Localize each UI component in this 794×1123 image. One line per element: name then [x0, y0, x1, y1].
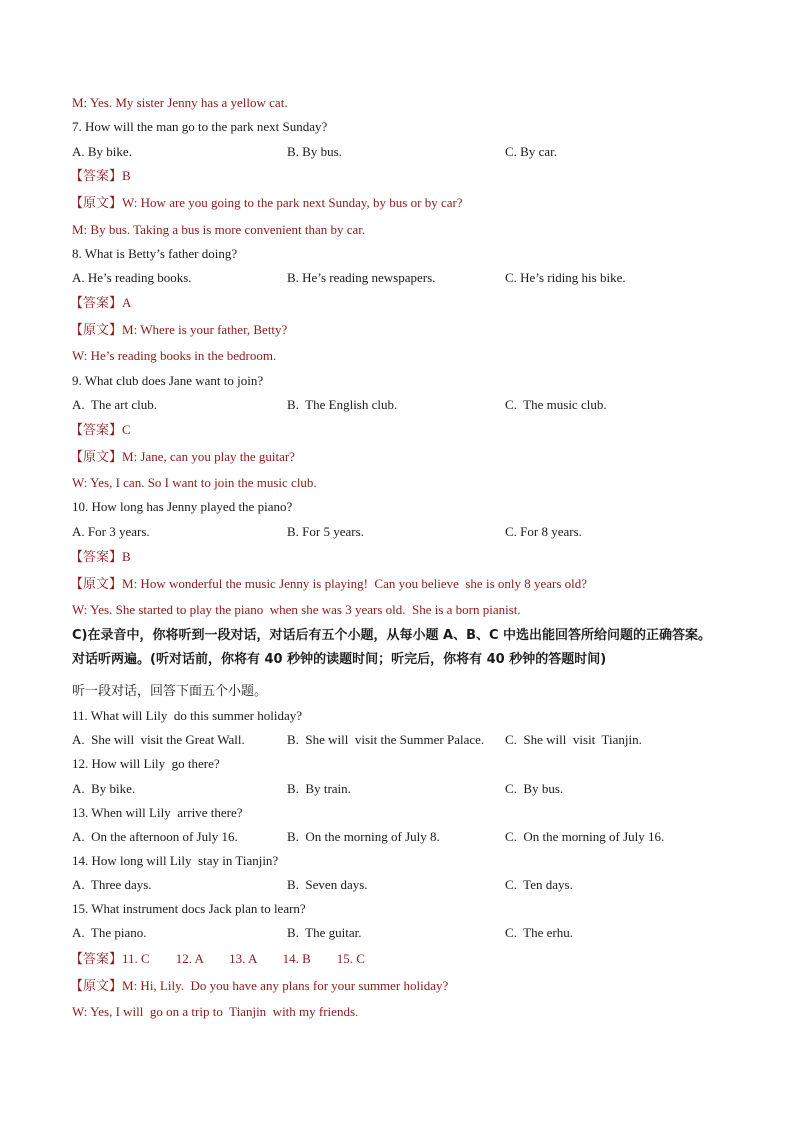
- transcript-text: M: Jane, can you play the guitar?: [122, 449, 295, 464]
- option-b: B. Seven days.: [287, 877, 368, 892]
- option-c: C. By bus.: [505, 781, 564, 796]
- transcript-tag: 【原文】: [70, 979, 123, 994]
- transcript-line: [70, 195, 463, 212]
- option-a: A. Three days.: [72, 877, 152, 892]
- answer-tag: 【答案】: [70, 169, 123, 184]
- answer-value: 11. C 12. A 13. A 14. B 15. C: [122, 951, 365, 966]
- instruction: 听一段对话，回答下面五个小题。: [72, 684, 268, 699]
- question-8: 8. What is Betty’s father doing?: [72, 246, 238, 261]
- transcript-line: [70, 322, 287, 339]
- answer-value: A: [122, 295, 132, 310]
- answer-value: B: [122, 168, 131, 183]
- transcript-text: M: How wonderful the music Jenny is playing! Can you believe she is only 8 years old?: [122, 576, 588, 591]
- option-a: A. He’s reading books.: [72, 270, 192, 285]
- transcript-line: [70, 449, 295, 466]
- transcript-text: M: Where is your father, Betty?: [122, 322, 288, 337]
- transcript-line: W: Yes, I will go on a trip to Tianjin with my friends.: [72, 1004, 359, 1019]
- question-11: 11. What will Lily do this summer holiday?: [72, 708, 303, 723]
- dialogue-line: M: Yes. My sister Jenny has a yellow cat.: [72, 95, 288, 110]
- transcript-tag: 【原文】: [70, 577, 123, 592]
- question-14: 14. How long will Lily stay in Tianjin?: [72, 853, 279, 868]
- transcript-line: W: He’s reading books in the bedroom.: [72, 348, 277, 363]
- option-c: C. Ten days.: [505, 877, 573, 892]
- option-c: C. The erhu.: [505, 925, 573, 940]
- transcript-line: W: Yes, I can. So I want to join the music club.: [72, 475, 317, 490]
- question-9: 9. What club does Jane want to join?: [72, 373, 264, 388]
- transcript-text: M: Hi, Lily. Do you have any plans for your summer holiday?: [122, 978, 449, 993]
- answer-tag: 【答案】: [70, 550, 123, 565]
- answer-line: [70, 422, 131, 439]
- option-a: A. The piano.: [72, 925, 147, 940]
- option-c: C. He’s riding his bike.: [505, 270, 626, 285]
- answer-tag: 【答案】: [70, 423, 123, 438]
- transcript-tag: 【原文】: [70, 196, 123, 211]
- option-b: B. On the morning of July 8.: [287, 829, 440, 844]
- option-b: B. He’s reading newspapers.: [287, 270, 436, 285]
- question-13: 13. When will Lily arrive there?: [72, 805, 243, 820]
- section-c-heading: C)在录音中，你将听到一段对话，对话后有五个小题，从每小题 A、B、C 中选出能回答所给问题的正确答案。对话听两遍。(听对话前，你将有 40 秒钟的读题时间；听完后，你将有 40 秒钟的答题时间): [72, 628, 712, 667]
- transcript-line: W: Yes. She started to play the piano when she was 3 years old. She is a born pianist.: [72, 602, 521, 617]
- answer-line: [70, 295, 131, 312]
- option-a: A. For 3 years.: [72, 524, 150, 539]
- option-c: C. On the morning of July 16.: [505, 829, 665, 844]
- option-c: C. By car.: [505, 144, 557, 159]
- answer-line: [70, 951, 365, 968]
- option-b: B. The English club.: [287, 397, 398, 412]
- option-c: C. The music club.: [505, 397, 607, 412]
- answer-tag: 【答案】: [70, 952, 123, 967]
- transcript-tag: 【原文】: [70, 323, 123, 338]
- answer-value: B: [122, 549, 131, 564]
- answer-value: C: [122, 422, 131, 437]
- option-a: A. By bike.: [72, 144, 132, 159]
- option-a: A. She will visit the Great Wall.: [72, 732, 245, 747]
- answer-tag: 【答案】: [70, 296, 123, 311]
- question-15: 15. What instrument docs Jack plan to learn?: [72, 901, 306, 916]
- transcript-line: M: By bus. Taking a bus is more convenient than by car.: [72, 222, 366, 237]
- transcript-line: [70, 576, 587, 593]
- option-b: B. By train.: [287, 781, 351, 796]
- transcript-text: W: How are you going to the park next Sunday, by bus or by car?: [122, 195, 463, 210]
- option-b: B. For 5 years.: [287, 524, 364, 539]
- question-7: 7. How will the man go to the park next Sunday?: [72, 119, 328, 134]
- option-a: A. On the afternoon of July 16.: [72, 829, 238, 844]
- option-a: A. The art club.: [72, 397, 157, 412]
- answer-line: [70, 168, 131, 185]
- option-c: C. For 8 years.: [505, 524, 582, 539]
- option-c: C. She will visit Tianjin.: [505, 732, 642, 747]
- option-a: A. By bike.: [72, 781, 136, 796]
- transcript-line: [70, 978, 448, 995]
- option-b: B. She will visit the Summer Palace.: [287, 732, 485, 747]
- answer-line: [70, 549, 131, 566]
- option-b: B. The guitar.: [287, 925, 362, 940]
- transcript-tag: 【原文】: [70, 450, 123, 465]
- question-10: 10. How long has Jenny played the piano?: [72, 499, 293, 514]
- question-12: 12. How will Lily go there?: [72, 756, 220, 771]
- option-b: B. By bus.: [287, 144, 342, 159]
